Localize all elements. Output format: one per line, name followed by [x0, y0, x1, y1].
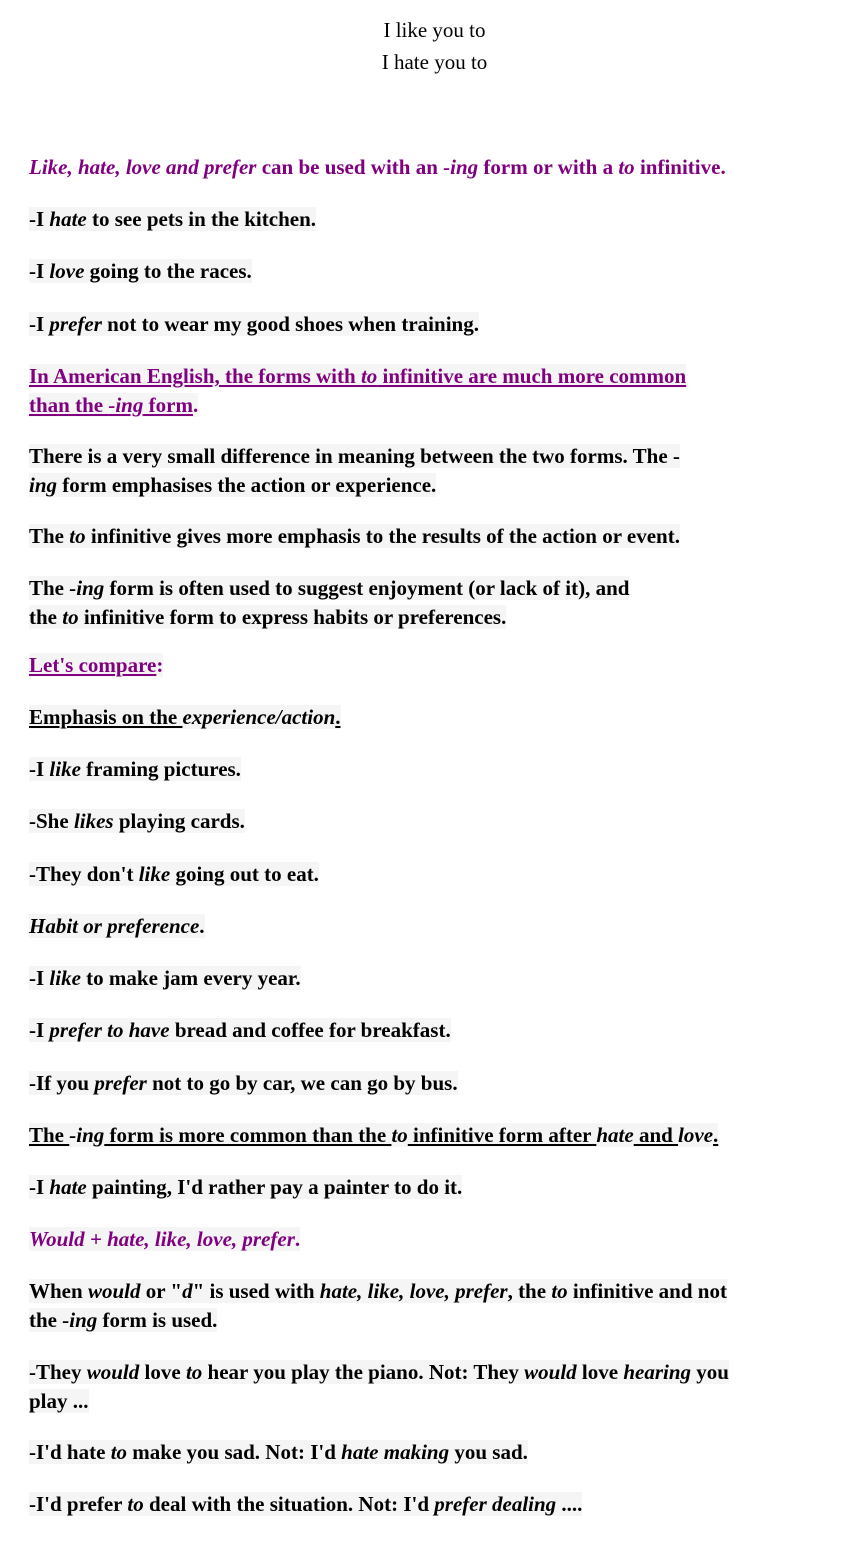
example-12: -I'd hate to make you sad. Not: I'd hate making you sad. — [29, 1440, 528, 1464]
ing-form-paragraph: The -ing form is often used to suggest enjoyment (or lack of it), and the to infinitive form to express habits or preferences. — [29, 576, 630, 629]
difference-paragraph: There is a very small difference in meaning between the two forms. The - ing form emphasises the action or experience. — [29, 444, 680, 497]
example-7: -I like to make jam every year. — [29, 966, 301, 990]
example-6: -They don't like going out to eat. — [29, 862, 319, 886]
example-11: -They would love to hear you play the piano. Not: They would love hearing you play ... — [29, 1360, 729, 1413]
header-line-1: I like you to — [383, 18, 486, 42]
example-4: -I like framing pictures. — [29, 757, 241, 781]
intro-paragraph: Like, hate, love and prefer can be used with an -ing form or with a to infinitive. — [29, 155, 726, 179]
to-infinitive-paragraph: The to infinitive gives more emphasis to the results of the action or event. — [29, 524, 680, 548]
common-note: The -ing form is more common than the to infinitive form after hate and love. — [29, 1123, 719, 1147]
habit-heading: Habit or preference. — [29, 914, 205, 938]
american-english-note: In American English, the forms with to infinitive are much more common than the -ing form. — [29, 364, 687, 417]
emphasis-heading: Emphasis on the experience/action. — [29, 705, 341, 729]
example-1: -I hate to see pets in the kitchen. — [29, 207, 317, 231]
example-3: -I prefer not to wear my good shoes when training. — [29, 312, 479, 336]
would-heading: Would + hate, like, love, prefer. — [29, 1227, 301, 1251]
example-10: -I hate painting, I'd rather pay a painter to do it. — [29, 1175, 463, 1199]
example-13: -I'd prefer to deal with the situation. Not: I'd prefer dealing .... — [29, 1492, 583, 1516]
example-8: -I prefer to have bread and coffee for breakfast. — [29, 1018, 451, 1042]
example-9: -If you prefer not to go by car, we can go by bus. — [29, 1071, 458, 1095]
example-5: -She likes playing cards. — [29, 809, 245, 833]
page-header — [0, 14, 861, 78]
lets-compare-heading: Let's compare: — [29, 653, 164, 677]
when-would-paragraph: When would or "d" is used with hate, like, love, prefer, the to infinitive and not the -ing form is used. — [29, 1279, 727, 1332]
header-line-2: I hate you to — [381, 50, 488, 74]
example-2: -I love going to the races. — [29, 259, 252, 283]
